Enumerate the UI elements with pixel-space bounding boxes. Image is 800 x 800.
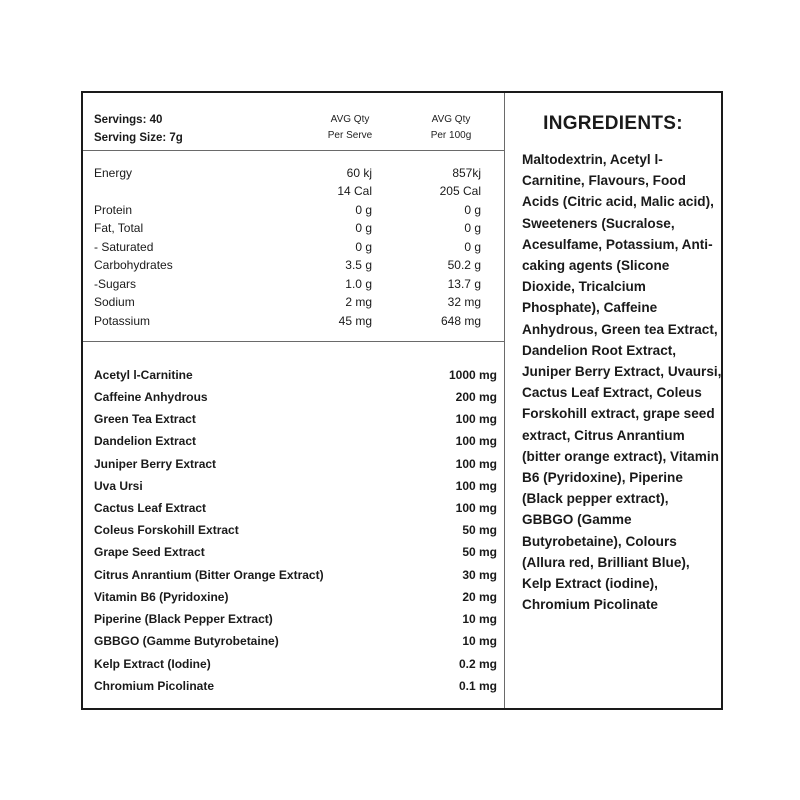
column-header-line: AVG Qty	[431, 114, 471, 125]
column-header-line: Per Serve	[327, 130, 373, 141]
per-100g-value: 0 g	[464, 240, 481, 254]
active-amount: 100 mg	[455, 501, 497, 515]
per-serve-value: 14 Cal	[337, 184, 372, 198]
per-100g-value: 857kj	[452, 166, 481, 180]
active-amount: 100 mg	[455, 434, 497, 448]
active-amount: 10 mg	[462, 612, 497, 626]
ingredients-title: INGREDIENTS:	[543, 113, 683, 134]
active-row	[83, 565, 504, 585]
active-row	[83, 431, 504, 451]
column-header-line: Per 100g	[430, 130, 472, 141]
nutrient-label: Potassium	[94, 314, 151, 328]
active-row	[83, 631, 504, 651]
active-amount: 0.2 mg	[458, 657, 497, 671]
per-serve-value: 1.0 g	[345, 277, 372, 291]
active-name: Chromium Picolinate	[94, 679, 215, 693]
active-row	[83, 498, 504, 518]
nutrition-row	[83, 238, 504, 256]
active-name: Acetyl l-Carnitine	[94, 368, 193, 382]
per-100g-value: 0 g	[464, 221, 481, 235]
active-row	[83, 676, 504, 696]
active-amount: 30 mg	[462, 568, 497, 582]
per-serve-value: 2 mg	[345, 295, 372, 309]
per-serve-value: 45 mg	[338, 314, 372, 328]
per-100g-value: 13.7 g	[447, 277, 481, 291]
nutrition-row	[83, 312, 504, 330]
active-amount: 50 mg	[462, 523, 497, 537]
per-100g-value: 32 mg	[447, 295, 481, 309]
nutrient-label: Fat, Total	[94, 221, 144, 235]
active-name: Uva Ursi	[94, 479, 143, 493]
nutrition-row	[83, 219, 504, 237]
per-serve-value: 0 g	[355, 203, 372, 217]
serving-info	[94, 111, 183, 147]
column-header-per-100g	[416, 112, 486, 144]
nutrient-label: -Sugars	[94, 277, 137, 291]
active-amount: 0.1 mg	[458, 679, 497, 693]
active-name: Dandelion Extract	[94, 434, 197, 448]
nutrition-header	[83, 93, 504, 151]
column-header-line: AVG Qty	[330, 114, 370, 125]
active-row	[83, 454, 504, 474]
serving-size: Serving Size: 7g	[94, 132, 183, 144]
active-amount: 10 mg	[462, 634, 497, 648]
active-row	[83, 542, 504, 562]
active-row	[83, 609, 504, 629]
active-amount: 100 mg	[455, 457, 497, 471]
nutrition-row	[83, 201, 504, 219]
servings-count: Servings: 40	[94, 114, 163, 126]
active-row	[83, 587, 504, 607]
active-row	[83, 520, 504, 540]
nutrient-label: Carbohydrates	[94, 258, 173, 272]
per-serve-value: 0 g	[355, 221, 372, 235]
active-name: Green Tea Extract	[94, 412, 196, 426]
active-amount: 100 mg	[455, 479, 497, 493]
column-header-per-serve	[320, 112, 380, 144]
per-100g-value: 0 g	[464, 203, 481, 217]
nutrition-column	[83, 93, 505, 708]
nutrition-row	[83, 275, 504, 293]
per-serve-value: 0 g	[355, 240, 372, 254]
active-name: Kelp Extract (Iodine)	[94, 657, 211, 671]
per-100g-value: 205 Cal	[439, 184, 481, 198]
ingredients-list: Maltodextrin, Acetyl l-Carnitine, Flavours, Food Acids (Citric acid, Malic acid), Sweeteners (Sucralose, Acesulfame, Potassium, Anti-caking agents (Slicone Dioxide, Tricalcium Phosphate), Caffeine Anhydrous, Green tea Extract, Dandelion Root Extract, Juniper Berry Extract, Uvaursi, Cactus Leaf Extract, Coleus Forskohill extract, grape seed extract, Citrus Anrantium (bitter orange extract), Vitamin B6 (Pyridoxine), Piperine (Black pepper extract), GBBGO (Gamme Butyrobetaine), Colours (Allura red, Brilliant Blue), Kelp Extract (iodine), Chromium Picolinate	[522, 152, 722, 613]
supplement-facts-panel	[81, 91, 723, 710]
nutrition-row	[83, 182, 504, 200]
nutrition-row	[83, 164, 504, 182]
active-name: Vitamin B6 (Pyridoxine)	[94, 590, 229, 604]
nutrient-label: - Saturated	[94, 240, 154, 254]
per-100g-value: 50.2 g	[447, 258, 481, 272]
nutrition-row	[83, 256, 504, 274]
active-amount: 100 mg	[455, 412, 497, 426]
active-row	[83, 387, 504, 407]
per-serve-value: 60 kj	[346, 166, 372, 180]
active-amount: 50 mg	[462, 545, 497, 559]
per-100g-value: 648 mg	[440, 314, 481, 328]
per-serve-value: 3.5 g	[345, 258, 372, 272]
active-name: Coleus Forskohill Extract	[94, 523, 239, 537]
active-name: GBBGO (Gamme Butyrobetaine)	[94, 634, 279, 648]
active-name: Juniper Berry Extract	[94, 457, 217, 471]
active-amount: 200 mg	[455, 390, 497, 404]
active-amount: 20 mg	[462, 590, 497, 604]
active-row	[83, 365, 504, 385]
nutrition-row	[83, 293, 504, 311]
active-name: Citrus Anrantium (Bitter Orange Extract)	[94, 568, 324, 582]
ingredients-column	[505, 93, 721, 708]
active-row	[83, 409, 504, 429]
nutrient-label: Protein	[94, 203, 133, 217]
nutrient-label: Energy	[94, 166, 133, 180]
active-amount: 1000 mg	[448, 368, 497, 382]
nutrition-table	[83, 151, 504, 342]
active-name: Cactus Leaf Extract	[94, 501, 207, 515]
active-row	[83, 476, 504, 496]
active-name: Grape Seed Extract	[94, 545, 205, 559]
nutrient-label: Sodium	[94, 295, 135, 309]
active-row	[83, 654, 504, 674]
active-name: Piperine (Black Pepper Extract)	[94, 612, 273, 626]
active-name: Caffeine Anhydrous	[94, 390, 208, 404]
